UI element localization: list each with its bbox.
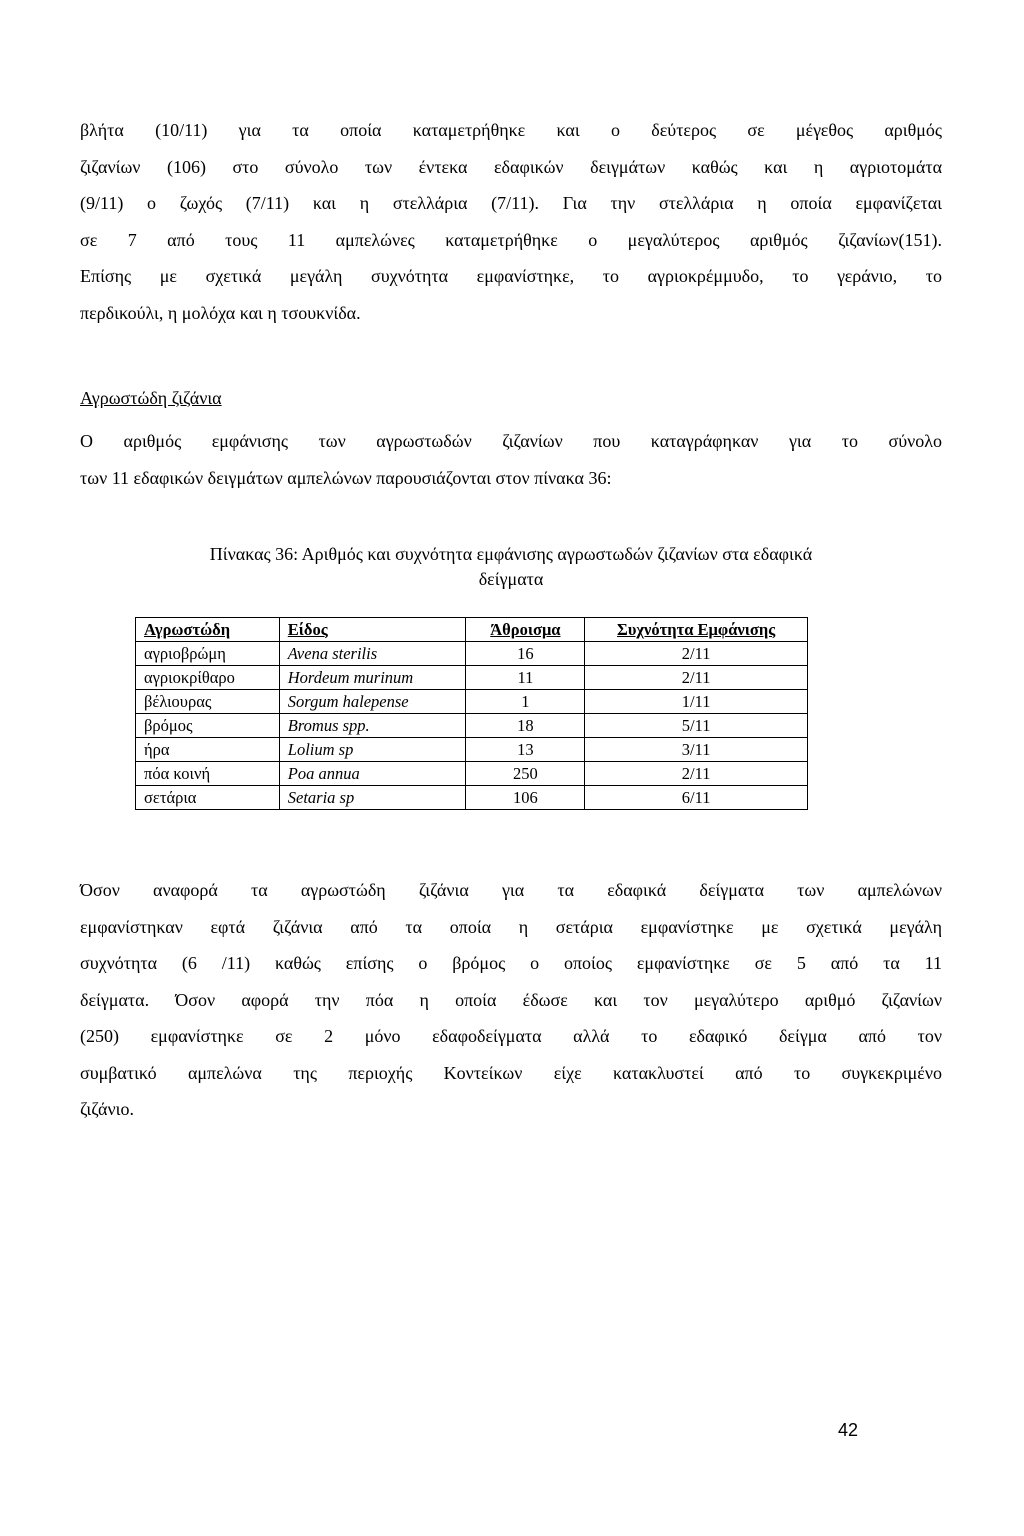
cell-sum: 16 bbox=[466, 642, 585, 666]
paragraph-line: συμβατικό αμπελώνα της περιοχής Κοντείκων είχε κατακλυστεί από το συγκεκριμένο bbox=[80, 1062, 942, 1083]
cell-common-name: βρόμος bbox=[136, 714, 280, 738]
cell-common-name: βέλιουρας bbox=[136, 690, 280, 714]
paragraph-line: ζιζανίων (106) στο σύνολο των έντεκα εδαφικών δειγμάτων καθώς και η αγριοτομάτα bbox=[80, 156, 942, 177]
paragraph-line: δείγματα. Όσον αφορά την πόα η οποία έδωσε και τον μεγαλύτερο αριθμό ζιζανίων bbox=[80, 989, 942, 1010]
paragraph-line: (9/11) ο ζωχός (7/11) και η στελλάρια (7/11). Για την στελλάρια η οποία εμφανίζεται bbox=[80, 193, 942, 213]
cell-species: Bromus spp. bbox=[279, 714, 466, 738]
header-common-name: Αγρωστώδη bbox=[136, 618, 280, 642]
section-heading: Αγρωστώδη ζιζάνια bbox=[80, 388, 222, 408]
table-header-row bbox=[136, 618, 808, 642]
paragraph-line: των 11 εδαφικών δειγμάτων αμπελώνων παρουσιάζονται στον πίνακα 36: bbox=[80, 467, 612, 488]
cell-species: Hordeum murinum bbox=[279, 666, 466, 690]
cell-frequency: 3/11 bbox=[585, 738, 808, 762]
table-row bbox=[136, 714, 808, 738]
paragraph-line: (250) εμφανίστηκε σε 2 μόνο εδαφοδείγματα αλλά το εδαφικό δείγμα από τον bbox=[80, 1026, 942, 1046]
table-caption bbox=[80, 542, 942, 592]
paragraph-line: εμφανίστηκαν εφτά ζιζάνια από τα οποία η σετάρια εμφανίστηκε με σχετικά μεγάλη bbox=[80, 916, 942, 937]
cell-frequency: 2/11 bbox=[585, 666, 808, 690]
table-row bbox=[136, 762, 808, 786]
cell-sum: 1 bbox=[466, 690, 585, 714]
table-row bbox=[136, 642, 808, 666]
paragraph-discussion bbox=[80, 872, 942, 1128]
cell-common-name: ήρα bbox=[136, 738, 280, 762]
cell-common-name: πόα κοινή bbox=[136, 762, 280, 786]
header-frequency: Συχνότητα Εμφάνισης bbox=[585, 618, 808, 642]
cell-sum: 18 bbox=[466, 714, 585, 738]
paragraph-line: ζιζάνιο. bbox=[80, 1099, 134, 1119]
cell-common-name: αγριοκρίθαρο bbox=[136, 666, 280, 690]
cell-frequency: 5/11 bbox=[585, 714, 808, 738]
paragraph-line: περδικούλι, η μολόχα και η τσουκνίδα. bbox=[80, 302, 361, 323]
cell-sum: 11 bbox=[466, 666, 585, 690]
paragraph-table-intro bbox=[80, 423, 942, 496]
cell-sum: 250 bbox=[466, 762, 585, 786]
table-row bbox=[136, 786, 808, 810]
cell-species: Setaria sp bbox=[279, 786, 466, 810]
table-row bbox=[136, 666, 808, 690]
header-sum: Άθροισμα bbox=[466, 618, 585, 642]
caption-line: Πίνακας 36: Αριθμός και συχνότητα εμφάνισης αγρωστωδών ζιζανίων στα εδαφικά bbox=[209, 544, 813, 564]
cell-frequency: 1/11 bbox=[585, 690, 808, 714]
caption-line: δείγματα bbox=[478, 569, 544, 589]
cell-frequency: 2/11 bbox=[585, 762, 808, 786]
paragraph-line: Όσον αναφορά τα αγρωστώδη ζιζάνια για τα εδαφικά δείγματα των αμπελώνων bbox=[80, 880, 942, 900]
cell-species: Avena sterilis bbox=[279, 642, 466, 666]
paragraph-line: βλήτα (10/11) για τα οποία καταμετρήθηκε και ο δεύτερος σε μέγεθος αριθμός bbox=[80, 120, 942, 140]
paragraph-intro bbox=[80, 112, 942, 331]
weeds-table bbox=[135, 617, 808, 810]
cell-species: Lolium sp bbox=[279, 738, 466, 762]
page-number: 42 bbox=[837, 1420, 858, 1440]
cell-frequency: 6/11 bbox=[585, 786, 808, 810]
cell-species: Sorgum halepense bbox=[279, 690, 466, 714]
cell-sum: 13 bbox=[466, 738, 585, 762]
cell-species: Poa annua bbox=[279, 762, 466, 786]
paragraph-line: Ο αριθμός εμφάνισης των αγρωστωδών ζιζανίων που καταγράφηκαν για το σύνολο bbox=[80, 431, 942, 451]
table-row bbox=[136, 690, 808, 714]
header-species: Είδος bbox=[279, 618, 466, 642]
table-row bbox=[136, 738, 808, 762]
cell-frequency: 2/11 bbox=[585, 642, 808, 666]
paragraph-line: σε 7 από τους 11 αμπελώνες καταμετρήθηκε ο μεγαλύτερος αριθμός ζιζανίων(151). bbox=[80, 229, 942, 250]
paragraph-line: Επίσης με σχετικά μεγάλη συχνότητα εμφανίστηκε, το αγριοκρέμμυδο, το γεράνιο, το bbox=[80, 266, 942, 286]
cell-common-name: αγριοβρώμη bbox=[136, 642, 280, 666]
cell-common-name: σετάρια bbox=[136, 786, 280, 810]
cell-sum: 106 bbox=[466, 786, 585, 810]
paragraph-line: συχνότητα (6 /11) καθώς επίσης ο βρόμος ο οποίος εμφανίστηκε σε 5 από τα 11 bbox=[80, 953, 942, 973]
